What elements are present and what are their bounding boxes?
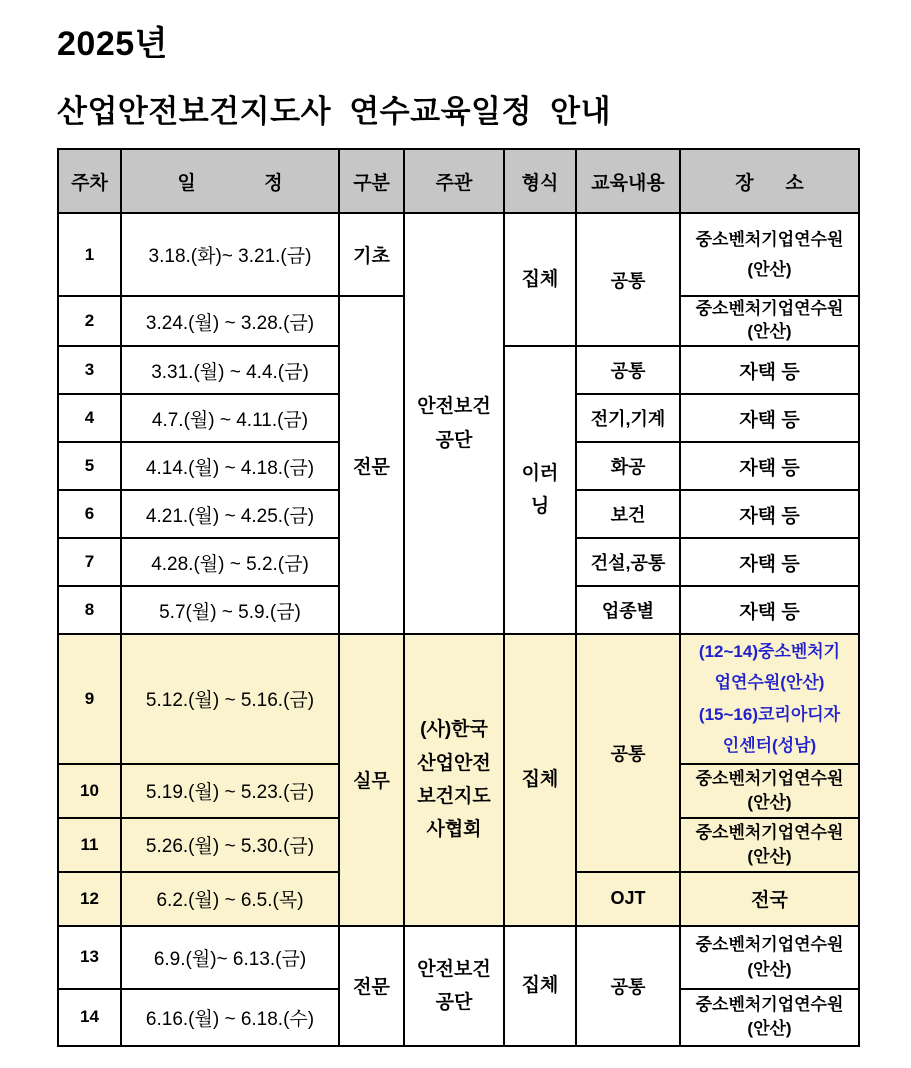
header-location: 장 소 (680, 149, 859, 213)
location-cell: 자택 등 (680, 442, 859, 490)
format-cell-group: 집체 (504, 634, 576, 926)
location-cell: 자택 등 (680, 490, 859, 538)
content-cell: 화공 (576, 442, 680, 490)
location-cell: 중소벤처기업연수원 (안산) (680, 296, 859, 346)
schedule-cell: 3.18.(화)~ 3.21.(금) (121, 213, 339, 296)
category-cell-basic: 기초 (339, 213, 404, 296)
schedule-cell: 6.9.(월)~ 6.13.(금) (121, 926, 339, 989)
schedule-cell: 5.12.(월) ~ 5.16.(금) (121, 634, 339, 764)
content-cell: 보건 (576, 490, 680, 538)
content-cell: 건설,공통 (576, 538, 680, 586)
week-cell: 5 (58, 442, 121, 490)
week-cell: 14 (58, 989, 121, 1046)
schedule-cell: 6.2.(월) ~ 6.5.(목) (121, 872, 339, 926)
content-cell: 전기,기계 (576, 394, 680, 442)
week-cell: 3 (58, 346, 121, 394)
week-cell: 4 (58, 394, 121, 442)
organizer-cell-kosha: 안전보건 공단 (404, 213, 504, 634)
week-cell: 12 (58, 872, 121, 926)
location-cell: 중소벤처기업연수원 (안산) (680, 926, 859, 989)
content-cell: 업종별 (576, 586, 680, 634)
location-cell-split-venues: (12~14)중소벤처기 업연수원(안산) (15~16)코리아디자 인센터(성남) (680, 634, 859, 764)
location-cell-nationwide: 전국 (680, 872, 859, 926)
location-cell: 중소벤처기업연수원 (안산) (680, 213, 859, 296)
content-cell: 공통 (576, 346, 680, 394)
schedule-cell: 5.7(월) ~ 5.9.(금) (121, 586, 339, 634)
table-row-week-1 (58, 213, 859, 296)
schedule-cell: 4.7.(월) ~ 4.11.(금) (121, 394, 339, 442)
location-cell: 자택 등 (680, 538, 859, 586)
table-row-week-13 (58, 926, 859, 989)
schedule-cell: 6.16.(월) ~ 6.18.(수) (121, 989, 339, 1046)
format-cell-elearning: 이러 닝 (504, 346, 576, 634)
organizer-cell-association: (사)한국 산업안전 보건지도 사협회 (404, 634, 504, 926)
location-cell: 자택 등 (680, 394, 859, 442)
header-row (58, 149, 859, 213)
category-cell-practice: 실무 (339, 634, 404, 926)
header-week: 주차 (58, 149, 121, 213)
title-subject: 산업안전보건지도사 연수교육일정 안내 (57, 94, 612, 129)
week-cell: 7 (58, 538, 121, 586)
schedule-cell: 4.14.(월) ~ 4.18.(금) (121, 442, 339, 490)
header-content: 교육내용 (576, 149, 680, 213)
document-title (57, 16, 611, 131)
header-category: 구분 (339, 149, 404, 213)
schedule-cell: 5.26.(월) ~ 5.30.(금) (121, 818, 339, 872)
schedule-cell: 4.28.(월) ~ 5.2.(금) (121, 538, 339, 586)
location-cell: 중소벤처기업연수원 (안산) (680, 818, 859, 872)
content-cell-common: 공통 (576, 926, 680, 1046)
week-cell: 9 (58, 634, 121, 764)
schedule-cell: 3.24.(월) ~ 3.28.(금) (121, 296, 339, 346)
schedule-cell: 5.19.(월) ~ 5.23.(금) (121, 764, 339, 818)
week-cell: 11 (58, 818, 121, 872)
week-cell: 2 (58, 296, 121, 346)
header-organizer: 주관 (404, 149, 504, 213)
week-cell: 1 (58, 213, 121, 296)
content-cell-common: 공통 (576, 213, 680, 346)
category-cell-expert: 전문 (339, 926, 404, 1046)
location-cell: 자택 등 (680, 346, 859, 394)
content-cell-ojt: OJT (576, 872, 680, 926)
week-cell: 6 (58, 490, 121, 538)
organizer-cell-kosha: 안전보건 공단 (404, 926, 504, 1046)
schedule-cell: 3.31.(월) ~ 4.4.(금) (121, 346, 339, 394)
content-cell-common: 공통 (576, 634, 680, 872)
format-cell-group: 집체 (504, 213, 576, 346)
training-schedule-table (57, 148, 860, 1047)
category-cell-expert: 전문 (339, 296, 404, 634)
title-year: 2025년 (57, 25, 168, 63)
location-cell: 중소벤처기업연수원 (안산) (680, 989, 859, 1046)
table-row-week-9 (58, 634, 859, 764)
header-format: 형식 (504, 149, 576, 213)
week-cell: 10 (58, 764, 121, 818)
week-cell: 8 (58, 586, 121, 634)
location-cell: 중소벤처기업연수원 (안산) (680, 764, 859, 818)
week-cell: 13 (58, 926, 121, 989)
schedule-cell: 4.21.(월) ~ 4.25.(금) (121, 490, 339, 538)
location-cell: 자택 등 (680, 586, 859, 634)
format-cell-group: 집체 (504, 926, 576, 1046)
header-schedule: 일 정 (121, 149, 339, 213)
